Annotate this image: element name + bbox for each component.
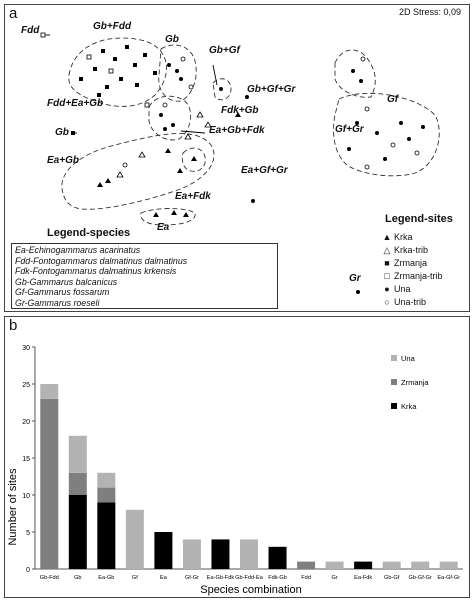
y-tick-label: 25 bbox=[22, 382, 30, 389]
legend-species-item: Fdd-Fontogammarus dalmatinus dalmatinus bbox=[15, 255, 188, 266]
open-square-icon: □ bbox=[384, 271, 390, 281]
bar-krka bbox=[269, 547, 287, 569]
group-label-gr: Gr bbox=[349, 273, 361, 284]
x-tick-label: Fdk-Gb bbox=[268, 575, 287, 581]
legend-species-item: Gf-Gammarus fossarum bbox=[15, 287, 110, 298]
group-label-gf: Gf bbox=[387, 94, 399, 105]
legend-site-label: Una bbox=[394, 284, 411, 294]
legend-swatch-krka bbox=[391, 403, 397, 409]
legend-site-una bbox=[382, 283, 470, 296]
stress-value: 2D Stress: 0,09 bbox=[398, 7, 461, 17]
y-tick-label: 5 bbox=[26, 530, 30, 537]
x-tick-label: Gb-Fdd bbox=[39, 575, 59, 581]
bar-krka bbox=[354, 562, 372, 569]
legend-label-zrmanja: Zrmanja bbox=[401, 378, 429, 387]
bar-krka bbox=[69, 495, 87, 569]
bar-una bbox=[183, 539, 201, 569]
bar-una bbox=[440, 562, 458, 569]
legend-species-item: Ea-Echinogammarus acarinatus bbox=[15, 245, 141, 255]
x-tick-label: Gf bbox=[131, 575, 138, 581]
x-tick-label: Ea-Gb bbox=[98, 575, 115, 581]
bar-una bbox=[383, 562, 401, 569]
legend-site-label: Krka-trib bbox=[394, 245, 429, 255]
x-tick-label: Fdd bbox=[301, 575, 311, 581]
bar-zrmanja bbox=[69, 473, 87, 495]
legend-label-krka: Krka bbox=[401, 402, 417, 411]
bar-una bbox=[97, 473, 115, 488]
x-tick-label: Gb-Fdd-Ea bbox=[235, 575, 263, 581]
y-axis-label: Number of sites bbox=[7, 468, 19, 546]
filled-square-icon: ■ bbox=[384, 258, 390, 268]
x-tick-label: Gb-Gf-Gr bbox=[408, 575, 432, 581]
bar-una bbox=[326, 562, 344, 569]
hull-fdd-ea-gb bbox=[149, 96, 191, 140]
group-label-ea-gb-fdk: Ea+Gb+Fdk bbox=[209, 125, 265, 136]
nmds-panel bbox=[4, 4, 470, 312]
y-tick-label: 0 bbox=[26, 567, 30, 574]
group-label-ea-gb: Ea+Gb bbox=[47, 155, 79, 166]
x-tick-label: Ea-Gb-Fdk bbox=[206, 575, 235, 581]
legend-species-title: Legend-species bbox=[47, 227, 131, 239]
y-tick-label: 30 bbox=[22, 345, 30, 352]
bar-chart-panel bbox=[4, 316, 470, 598]
legend-site-label: Zrmanja-trib bbox=[394, 271, 443, 281]
group-label-gb-single: Gb bbox=[55, 127, 69, 138]
bar-zrmanja bbox=[297, 562, 315, 569]
legend-site-label: Krka bbox=[394, 232, 413, 242]
x-tick-label: Gf-Gr bbox=[184, 575, 199, 581]
y-tick-label: 15 bbox=[22, 456, 30, 463]
bar-una bbox=[411, 562, 429, 569]
legend-species-item: Gr-Gammarus roeseli bbox=[15, 297, 100, 308]
x-tick-label: Gb-Gf bbox=[384, 575, 400, 581]
group-label-gb-gf-gr: Gb+Gf+Gr bbox=[247, 84, 296, 95]
bar-una bbox=[69, 436, 87, 473]
legend-site-label: Zrmanja bbox=[394, 258, 428, 268]
group-label-gb: Gb bbox=[165, 34, 179, 45]
hull-gb-fdd bbox=[69, 38, 167, 106]
x-tick-label: Ea-Gf-Gr bbox=[437, 575, 461, 581]
bar-krka bbox=[97, 502, 115, 569]
x-tick-label: Ea-Fdk bbox=[354, 575, 373, 581]
bar-una bbox=[126, 510, 144, 569]
hull-gb bbox=[159, 45, 196, 101]
x-axis-label: Species combination bbox=[200, 584, 302, 596]
legend-site-krka-trib bbox=[382, 244, 470, 257]
group-label-ea-fdk: Ea+Fdk bbox=[175, 191, 211, 202]
y-tick-label: 20 bbox=[22, 419, 30, 426]
legend-swatch-zrmanja bbox=[391, 379, 397, 385]
group-label-ea-gf-gr: Ea+Gf+Gr bbox=[241, 165, 288, 176]
bar-zrmanja bbox=[40, 399, 58, 569]
bar-krka bbox=[154, 532, 172, 569]
legend-sites bbox=[382, 231, 470, 309]
legend-sites-title: Legend-sites bbox=[385, 213, 453, 225]
y-tick-label: 10 bbox=[22, 493, 30, 500]
legend-site-zrmanja bbox=[382, 257, 470, 270]
legend-label-una: Una bbox=[401, 354, 415, 363]
stacked-bar-chart bbox=[5, 317, 469, 597]
hull-gf bbox=[335, 50, 375, 97]
panel-b-letter: b bbox=[9, 317, 18, 334]
filled-triangle-icon: ▲ bbox=[382, 232, 392, 242]
bar-krka bbox=[211, 539, 229, 569]
legend-swatch-una bbox=[391, 355, 397, 361]
filled-circle-icon: ● bbox=[384, 284, 390, 294]
legend-site-krka bbox=[382, 231, 470, 244]
legend-species bbox=[11, 243, 278, 309]
bar-zrmanja bbox=[97, 488, 115, 503]
legend-species-item: Fdk-Fontogammarus dalmatinus krkensis bbox=[15, 266, 177, 277]
legend-species-item: Gb-Gammarus balcanicus bbox=[15, 276, 118, 287]
group-label-gb-gf: Gb+Gf bbox=[209, 45, 240, 56]
group-label-fdd: Fdd bbox=[21, 25, 40, 36]
bar-una bbox=[240, 539, 258, 569]
open-triangle-icon: △ bbox=[383, 245, 391, 255]
group-label-ea: Ea bbox=[157, 222, 170, 233]
group-label-gf-gr: Gf+Gr bbox=[335, 124, 364, 135]
legend-site-zrmanja-trib bbox=[382, 270, 470, 283]
legend-site-una-trib bbox=[382, 296, 470, 309]
gr-site-point bbox=[353, 287, 363, 297]
group-label-fdd-ea-gb: Fdd+Ea+Gb bbox=[47, 98, 104, 109]
legend-site-label: Una-trib bbox=[394, 297, 427, 307]
x-tick-label: Gb bbox=[74, 575, 82, 581]
bar-una bbox=[40, 384, 58, 399]
x-tick-label: Gr bbox=[331, 575, 338, 581]
panel-a-letter: a bbox=[9, 5, 18, 22]
open-circle-icon: ○ bbox=[384, 297, 390, 307]
group-label-fdk-gb: Fdk+Gb bbox=[221, 105, 259, 116]
arrow-ea-gb-fdk bbox=[181, 131, 205, 133]
x-tick-label: Ea bbox=[159, 575, 167, 581]
group-label-gb-fdd: Gb+Fdd bbox=[93, 21, 132, 32]
